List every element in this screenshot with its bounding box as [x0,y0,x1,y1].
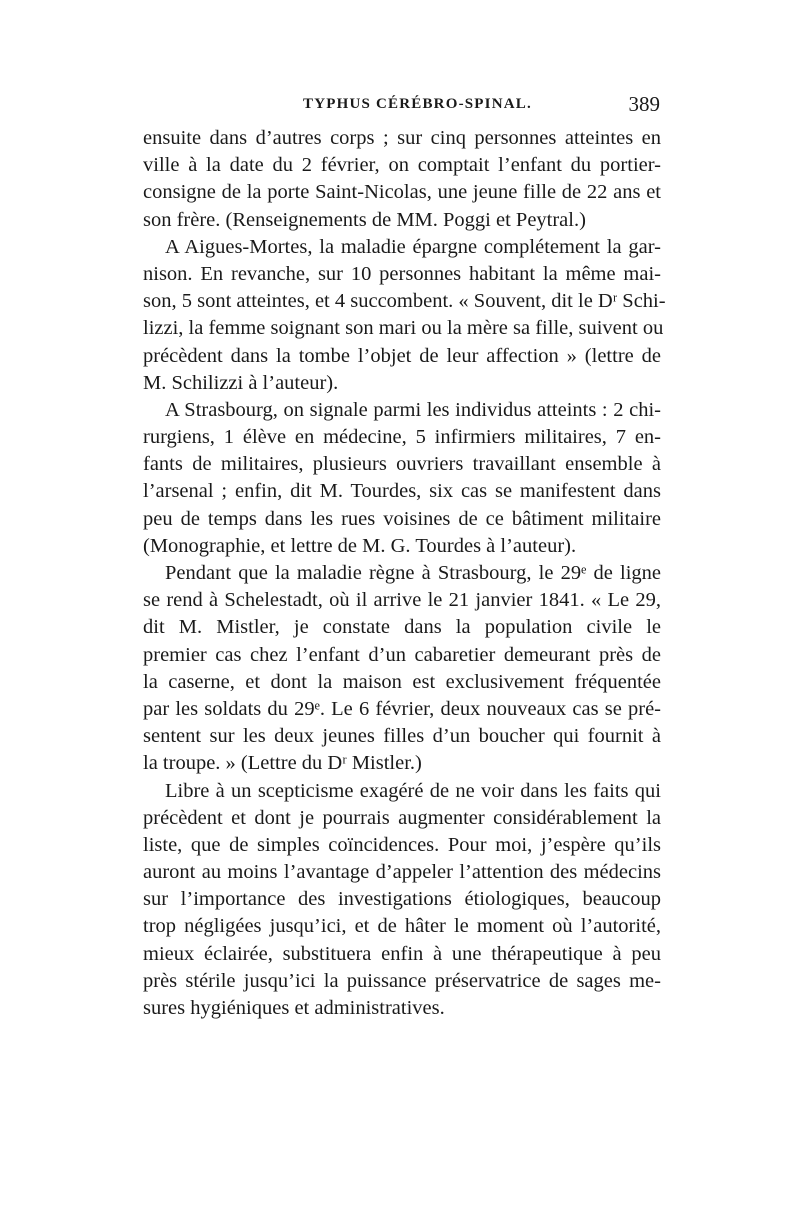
text-line: A Strasbourg, on signale parmi les individus atteints : 2 chi- [165,398,661,421]
text-line: dit M. Mistler, je constate dans la population civile le [143,616,661,639]
text-line: près stérile jusqu’ici la puissance préservatrice de sages me- [143,969,661,992]
text-line: ville à la date du 2 février, on comptait l’enfant du portier- [143,154,661,177]
text-line: liste, que de simples coïncidences. Pour moi, j’espère qu’ils [143,833,661,856]
text-line: nison. En revanche, sur 10 personnes habitant la même mai- [143,262,661,285]
text-line: consigne de la porte Saint-Nicolas, une jeune fille de 22 ans et [143,181,661,204]
text-line: son frère. (Renseignements de MM. Poggi et Peytral.) [143,208,586,231]
text-line: M. Schilizzi à l’auteur). [143,371,339,394]
text-line: précèdent et dont je pourrais augmenter considérablement la [143,806,661,829]
body-text [143,125,666,1022]
text-line: peu de temps dans les rues voisines de ce bâtiment militaire [143,507,661,530]
text-line: son, 5 sont atteintes, et 4 succombent. « Souvent, dit le Dʳ Schi- [143,290,666,313]
text-line: ensuite dans d’autres corps ; sur cinq personnes atteintes en [143,127,661,149]
text-line: (Monographie, et lettre de M. G. Tourdes à l’auteur). [143,534,577,557]
text-line: se rend à Schelestadt, où il arrive le 21 janvier 1841. « Le 29, [143,589,661,612]
text-line: sures hygiéniques et administratives. [143,997,445,1019]
text-line: mieux éclairée, substituera enfin à une thérapeutique à peu [143,942,661,965]
text-line: la troupe. » (Lettre du Dʳ Mistler.) [143,752,422,775]
text-line: A Aigues-Mortes, la maladie épargne complétement la gar- [165,235,661,258]
text-line: l’arsenal ; enfin, dit M. Tourdes, six cas se manifestent dans [143,480,661,503]
text-line: auront au moins l’avantage d’appeler l’attention des médecins [143,861,661,884]
text-line: premier cas chez l’enfant d’un cabaretier demeurant près de [143,643,661,666]
text-line: sur l’importance des investigations étiologiques, beaucoup [143,888,661,911]
running-head [140,92,660,118]
text-line: lizzi, la femme soignant son mari ou la mère sa fille, suivent ou [143,317,664,340]
text-line: précèdent dans la tombe l’objet de leur affection » (lettre de [143,344,661,367]
text-line: Libre à un scepticisme exagéré de ne voir dans les faits qui [165,779,661,802]
text-line: fants de militaires, plusieurs ouvriers travaillant ensemble à [143,453,661,476]
text-line: Pendant que la maladie règne à Strasbourg, le 29ᵉ de ligne [165,562,661,584]
text-line: par les soldats du 29ᵉ. Le 6 février, deux nouveaux cas se pré- [143,697,661,720]
page-number: 389 [628,92,660,116]
text-line: la caserne, et dont la maison est exclusivement fréquentée [143,670,661,693]
text-line: rurgiens, 1 élève en médecine, 5 infirmiers militaires, 7 en- [143,426,661,449]
text-line: sentent sur les deux jeunes filles d’un boucher qui fournit à [143,725,661,748]
text-line: trop négligées jusqu’ici, et de hâter le moment où l’autorité, [143,915,661,938]
running-title: TYPHUS CÉRÉBRO-SPINAL. [303,96,532,112]
